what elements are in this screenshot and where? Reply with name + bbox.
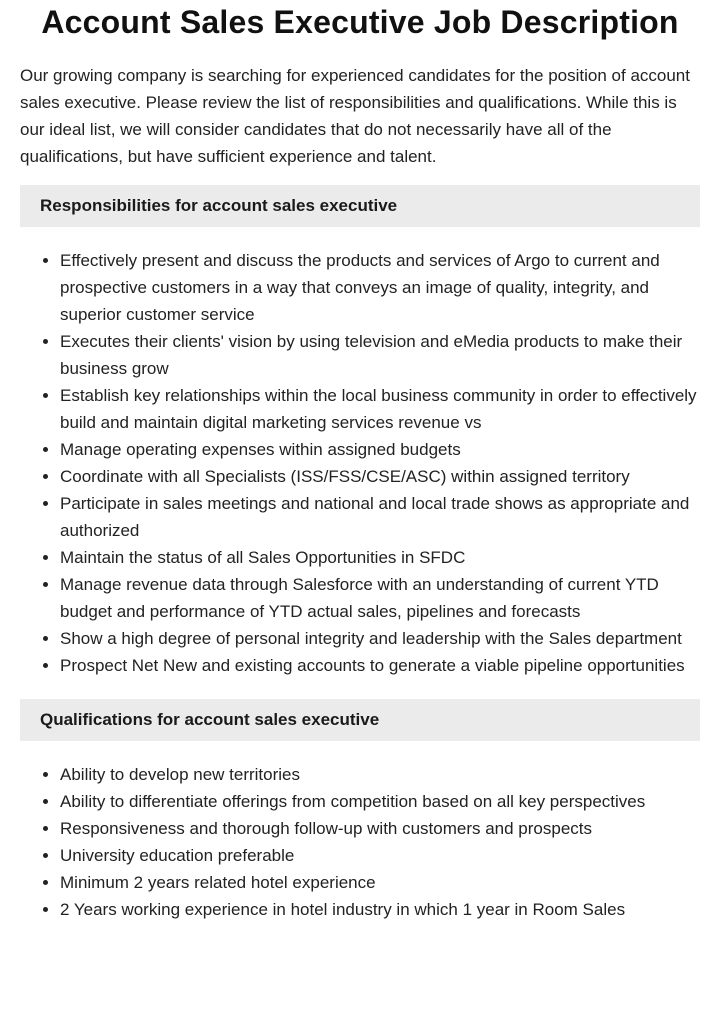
responsibilities-list xyxy=(20,247,700,679)
responsibilities-heading: Responsibilities for account sales executive xyxy=(20,185,700,227)
list-item: • Participate in sales meetings and national and local trade shows as appropriate and authorized xyxy=(60,490,700,544)
list-item: • University education preferable xyxy=(60,842,700,869)
list-item: • Coordinate with all Specialists (ISS/FSS/CSE/ASC) within assigned territory xyxy=(60,463,700,490)
list-item: • Show a high degree of personal integrity and leadership with the Sales department xyxy=(60,625,700,652)
list-item: • Ability to develop new territories xyxy=(60,761,700,788)
list-item: • Establish key relationships within the local business community in order to effectively build and maintain digital marketing services revenue vs xyxy=(60,382,700,436)
list-item: • Maintain the status of all Sales Opportunities in SFDC xyxy=(60,544,700,571)
list-item: • Prospect Net New and existing accounts to generate a viable pipeline opportunities xyxy=(60,652,700,679)
list-item: • Ability to differentiate offerings from competition based on all key perspectives xyxy=(60,788,700,815)
qualifications-list xyxy=(20,761,700,923)
qualifications-heading: Qualifications for account sales executive xyxy=(20,699,700,741)
list-item: • Effectively present and discuss the products and services of Argo to current and prospective customers in a way that conveys an image of quality, integrity, and superior customer service xyxy=(60,247,700,328)
list-item: • 2 Years working experience in hotel industry in which 1 year in Room Sales xyxy=(60,896,700,923)
page-title: Account Sales Executive Job Description xyxy=(41,4,679,40)
list-item: • Executes their clients' vision by using television and eMedia products to make their business grow xyxy=(60,328,700,382)
list-item: • Minimum 2 years related hotel experience xyxy=(60,869,700,896)
list-item: • Manage operating expenses within assigned budgets xyxy=(60,436,700,463)
list-item: • Manage revenue data through Salesforce with an understanding of current YTD budget and performance of YTD actual sales, pipelines and forecasts xyxy=(60,571,700,625)
list-item: • Responsiveness and thorough follow-up with customers and prospects xyxy=(60,815,700,842)
intro-paragraph: Our growing company is searching for experienced candidates for the position of account sales executive. Please review the list of responsibilities and qualifications. While this is our ideal list, we will consider candidates that do not necessarily have all of the qualifications, but have sufficient experience and talent. xyxy=(20,66,690,166)
